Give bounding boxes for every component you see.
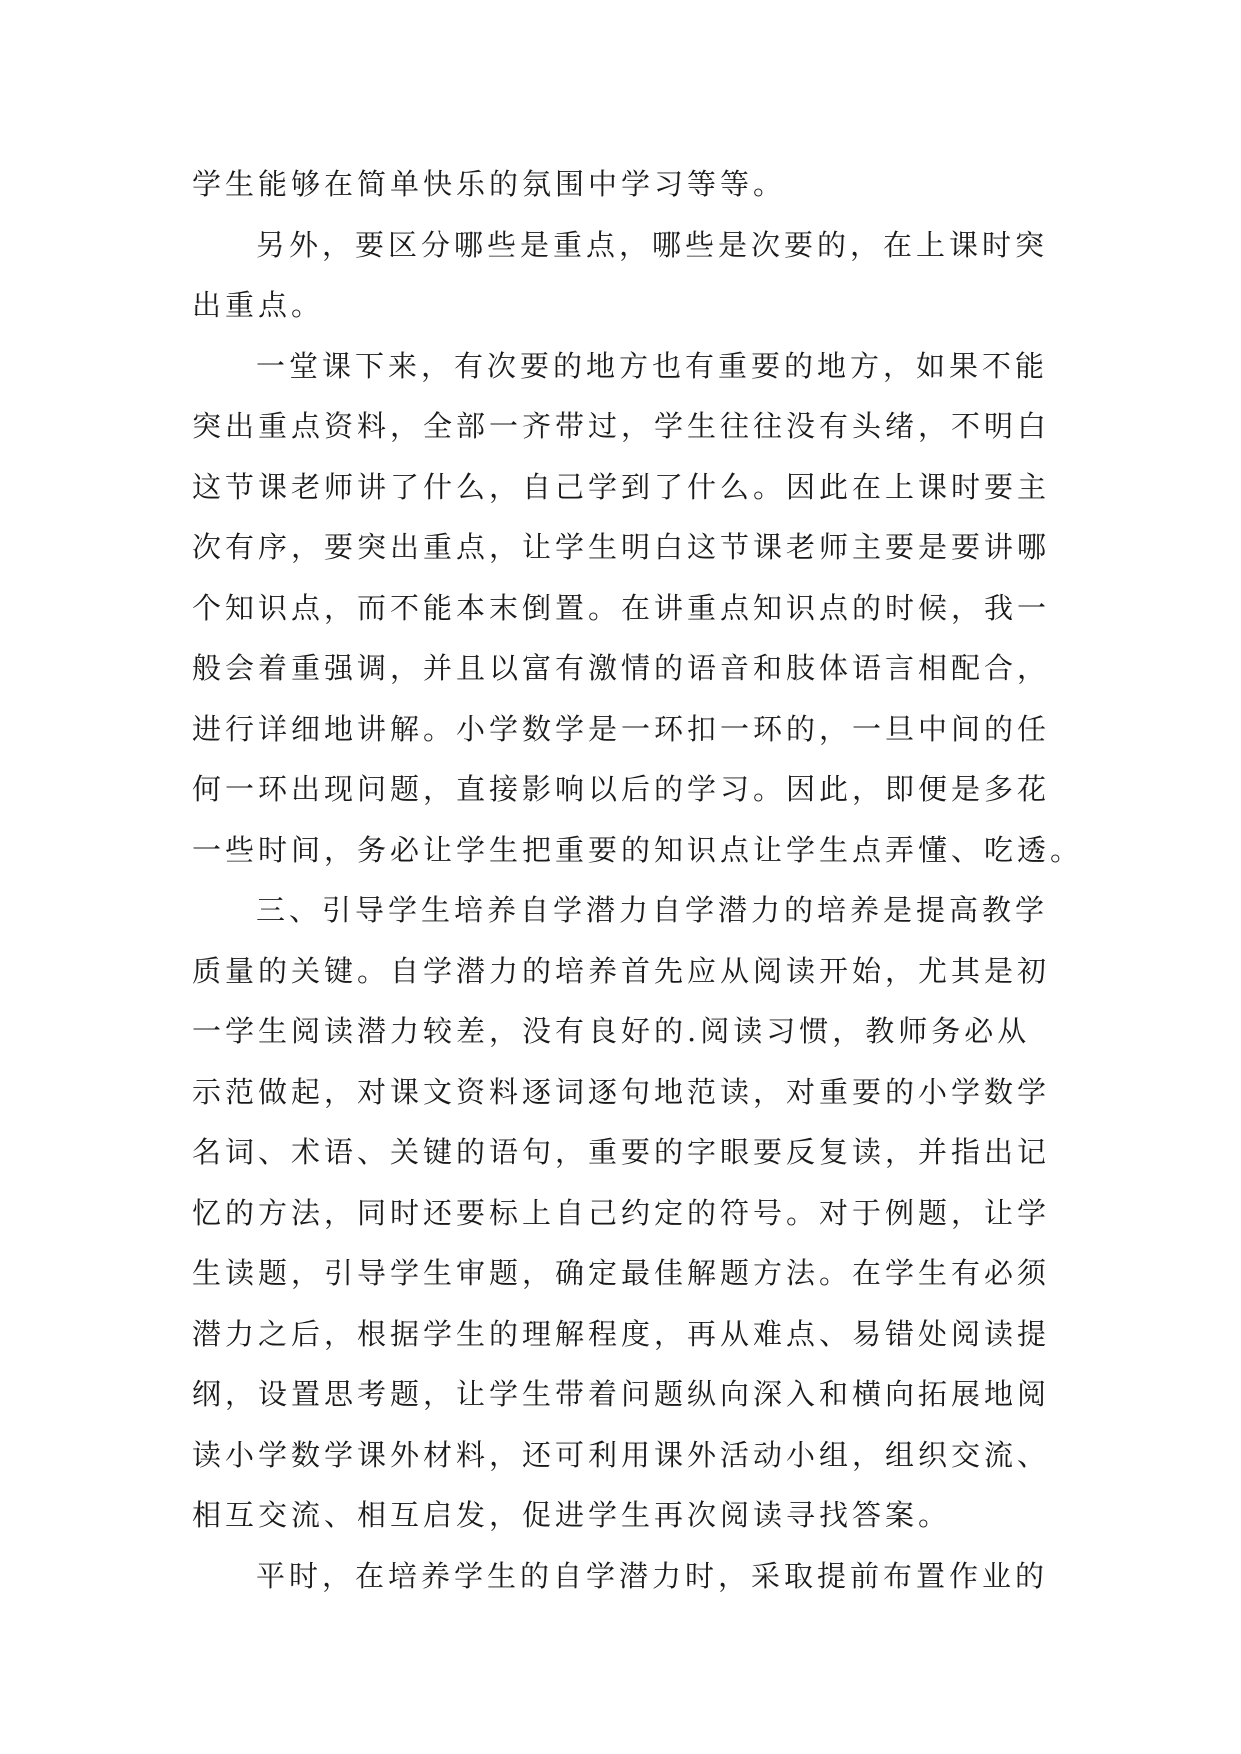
- text-line: 学生能够在简单快乐的氛围中学习等等。: [192, 167, 787, 201]
- text-line: 质量的关键。自学潜力的培养首先应从阅读开始，尤其是初: [192, 953, 1051, 988]
- text-line: 一些时间，务必让学生把重要的知识点让学生点弄懂、吃透。: [192, 832, 1084, 867]
- text-line: 这节课老师讲了什么，自己学到了什么。因此在上课时要主: [192, 469, 1051, 504]
- text-line: 个知识点，而不能本末倒置。在讲重点知识点的时候，我一: [192, 590, 1051, 625]
- text-line: 潜力之后，根据学生的理解程度，再从难点、易错处阅读提: [192, 1316, 1051, 1351]
- paragraph-first-line: 另外，要区分哪些是重点，哪些是次要的，在上课时突: [256, 227, 1049, 262]
- text-line: 相互交流、相互启发，促进学生再次阅读寻找答案。: [192, 1498, 952, 1532]
- text-line: 忆的方法，同时还要标上自己约定的符号。对于例题，让学: [192, 1195, 1051, 1230]
- body-text: [192, 154, 1084, 1606]
- text-line: 名词、术语、关键的语句，重要的字眼要反复读，并指出记: [192, 1135, 1051, 1169]
- text-line: 示范做起，对课文资料逐词逐句地范读，对重要的小学数学: [192, 1074, 1051, 1109]
- text-line: 读小学数学课外材料，还可利用课外活动小组，组织交流、: [192, 1437, 1051, 1472]
- text-line: 纲，设置思考题，让学生带着问题纵向深入和横向拓展地阅: [192, 1377, 1051, 1411]
- text-line: 般会着重强调，并且以富有激情的语音和肢体语言相配合，: [192, 651, 1051, 685]
- text-line: 一学生阅读潜力较差，没有良好的.阅读习惯，教师务必从: [192, 1014, 1031, 1048]
- paragraph-first-line: 一堂课下来，有次要的地方也有重要的地方，如果不能: [256, 348, 1049, 383]
- text-line: 突出重点资料，全部一齐带过，学生往往没有头绪，不明白: [192, 409, 1051, 443]
- text-line: 出重点。: [192, 288, 325, 322]
- text-line: 何一环出现问题，直接影响以后的学习。因此，即便是多花: [192, 772, 1051, 806]
- text-line: 次有序，要突出重点，让学生明白这节课老师主要是要讲哪: [192, 530, 1051, 564]
- text-line: 进行详细地讲解。小学数学是一环扣一环的，一旦中间的任: [192, 711, 1051, 746]
- text-line: 生读题，引导学生审题，确定最佳解题方法。在学生有必须: [192, 1256, 1051, 1290]
- section-heading-line: 三、引导学生培养自学潜力自学潜力的培养是提高教学: [256, 893, 1049, 927]
- paragraph-first-line: 平时，在培养学生的自学潜力时，采取提前布置作业的: [256, 1558, 1049, 1593]
